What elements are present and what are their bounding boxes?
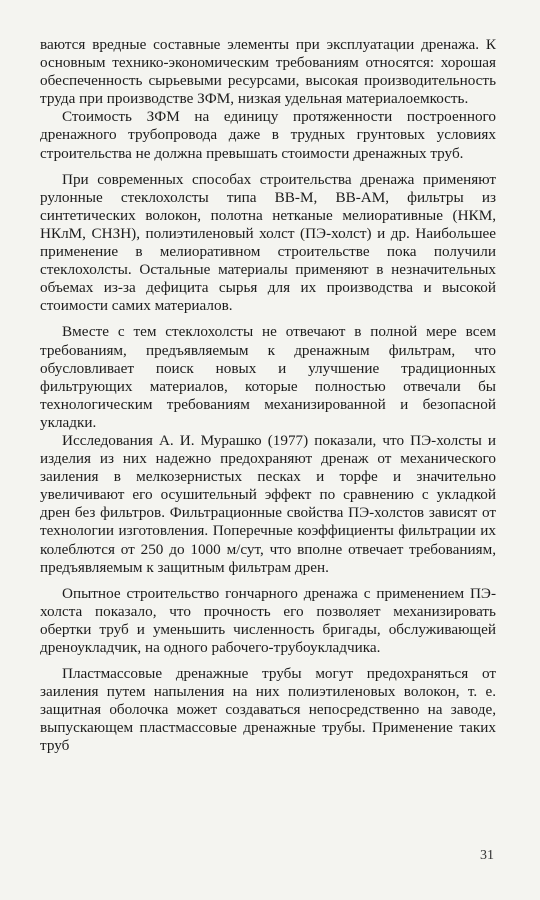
- paragraph-5: Исследования А. И. Мурашко (1977) показали, что ПЭ-холсты и изделия из них надежно предохраняют дренаж от механического заиления в мелкозернистых песках и торфе и значительно увеличивают его осушительный эффект по сравнению с укладкой дрен без фильтров. Фильтрационные свойства ПЭ-холстов зависят от технологии изготовления. Поперечные коэффициенты фильтрации их колеблются от 250 до 1000 м/сут, что вполне отвечает требованиям, предъявляемым к защитным фильтрам дрен.: [40, 431, 496, 576]
- page-number: 31: [480, 848, 494, 863]
- page-text: [40, 36, 496, 756]
- paragraph-2: Стоимость ЗФМ на единицу протяженности построенного дренажного трубопровода даже в трудных грунтовых условиях строительства не должна превышать стоимости дренажных труб.: [40, 108, 496, 162]
- paragraph-7: Пластмассовые дренажные трубы могут предохраняться от заиления путем напыления на них полиэтиленовых волокон, т. е. защитная оболочка может создаваться непосредственно на заводе, выпускающем пластмассовые дренажные трубы. Применение таких труб: [40, 665, 496, 755]
- paragraph-6: Опытное строительство гончарного дренажа с применением ПЭ-холста показало, что прочность его позволяет механизировать обертки труб и уменьшить численность бригады, обслуживающей дреноукладчик, на одного рабочего-трубоукладчика.: [40, 584, 496, 656]
- paragraph-1: ваются вредные составные элементы при эксплуатации дренажа. К основным технико-экономическим требованиям относятся: хорошая обеспеченность сырьевыми ресурсами, высокая производительность труда при производстве ЗФМ, низкая удельная материалоемкость.: [40, 36, 496, 108]
- paragraph-3: При современных способах строительства дренажа применяют рулонные стеклохолсты типа ВВ-М, ВВ-АМ, фильтры из синтетических волокон, полотна нетканые мелиоративные (НКМ, НКлМ, СНЗН), полиэтиленовый холст (ПЭ-холст) и др. Наибольшее применение в мелиоративном строительстве пока получили стеклохолсты. Остальные материалы применяют в незначительных объемах из-за дефицита сырья для их производства и высокой стоимости самих материалов.: [40, 170, 496, 315]
- paragraph-4: Вместе с тем стеклохолсты не отвечают в полной мере всем требованиям, предъявляемым к дренажным фильтрам, что обусловливает поиск новых и улучшение традиционных фильтрующих материалов, которые полностью отвечали бы технологическим требованиям механизированной и безопасной укладки.: [40, 323, 496, 431]
